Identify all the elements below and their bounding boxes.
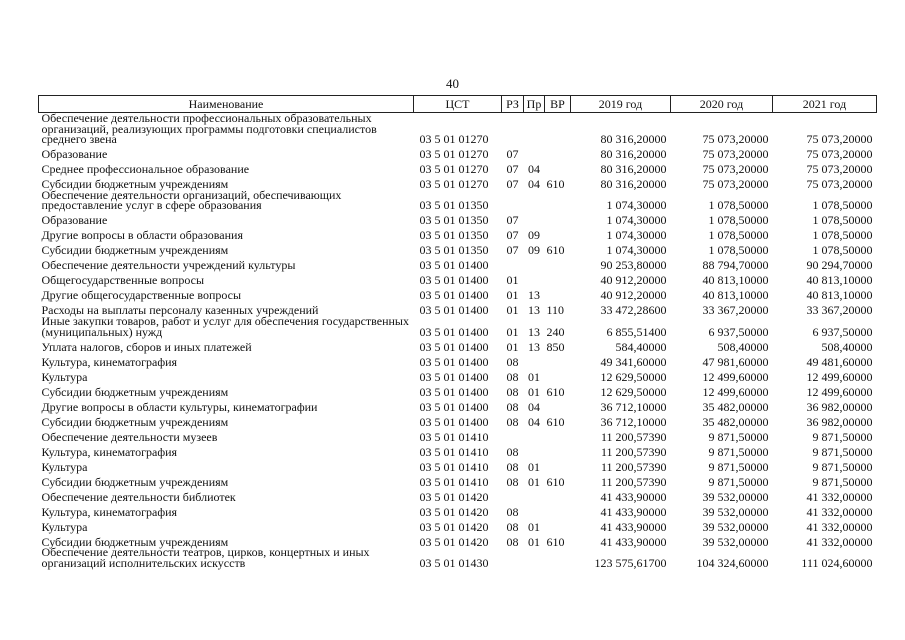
cell-pr — [524, 352, 545, 367]
cell-name: Обеспечение деятельности театров, цирков, концертных и иных организаций исполнительских искусств — [41, 545, 370, 570]
cell-2021: 41 332,00000 — [806, 534, 873, 549]
cell-pr: 04 — [528, 399, 540, 414]
cell-vr — [545, 487, 571, 502]
cell-rz: 08 — [506, 384, 519, 399]
cell-name: Культура — [41, 519, 88, 534]
cell-2021: 49 481,60000 — [806, 354, 873, 369]
cell-cst: 03 5 01 01350 — [419, 228, 489, 243]
cell-name: Обеспечение деятельности учреждений культуры — [41, 258, 296, 273]
cell-cst: 03 5 01 01400 — [419, 399, 489, 414]
cell-2019: 36 712,10000 — [600, 414, 667, 429]
cell-rz: 08 — [506, 474, 519, 489]
page-number: 40 — [446, 76, 459, 91]
table-row — [39, 502, 877, 517]
table-row — [39, 286, 877, 301]
cell-name: Культура — [41, 459, 88, 474]
cell-name: Культура, кинематография — [41, 444, 178, 459]
cell-2020: 47 981,60000 — [702, 354, 769, 369]
cell-2020: 39 532,00000 — [702, 489, 769, 504]
cell-2019: 11 200,57390 — [600, 429, 667, 444]
cell-2020: 75 073,20000 — [702, 132, 769, 147]
cell-cst: 03 5 01 01400 — [419, 369, 489, 384]
cell-2021: 9 871,50000 — [812, 474, 873, 489]
cell-rz: 08 — [506, 519, 519, 534]
cell-vr — [545, 367, 571, 382]
cell-rz — [502, 427, 524, 442]
cell-pr: 01 — [528, 459, 540, 474]
table-row — [39, 397, 877, 412]
cell-2021: 90 294,70000 — [806, 258, 873, 273]
cell-vr — [545, 256, 571, 271]
cell-2019: 1 074,30000 — [606, 198, 667, 213]
cell-2019: 12 629,50000 — [600, 384, 667, 399]
cell-pr: 04 — [528, 177, 540, 192]
cell-2020: 39 532,00000 — [702, 519, 769, 534]
cell-2020: 39 532,00000 — [702, 504, 769, 519]
cell-2020: 1 078,50000 — [708, 213, 769, 228]
cell-2019: 49 341,60000 — [600, 354, 667, 369]
cell-rz — [502, 190, 524, 211]
cell-cst: 03 5 01 01420 — [419, 519, 489, 534]
table-row — [39, 547, 877, 568]
cell-vr — [545, 457, 571, 472]
cell-2021: 75 073,20000 — [806, 177, 873, 192]
cell-2021: 111 024,60000 — [801, 555, 873, 570]
cell-2020: 40 813,10000 — [702, 288, 769, 303]
cell-2020: 104 324,60000 — [696, 555, 769, 570]
cell-2021: 9 871,50000 — [812, 459, 873, 474]
table-header-row — [39, 96, 877, 113]
cell-pr: 13 — [528, 303, 540, 318]
cell-rz: 08 — [506, 414, 519, 429]
cell-2021: 75 073,20000 — [806, 147, 873, 162]
cell-vr — [545, 160, 571, 175]
cell-2021: 9 871,50000 — [812, 429, 873, 444]
header-cst: ЦСТ — [414, 96, 502, 113]
table-row — [39, 352, 877, 367]
cell-2019: 40 912,20000 — [600, 273, 667, 288]
cell-2020: 33 367,20000 — [702, 303, 769, 318]
cell-vr — [545, 226, 571, 241]
cell-vr — [545, 286, 571, 301]
cell-name: Образование — [41, 147, 108, 162]
cell-rz: 01 — [506, 273, 519, 288]
cell-2019: 12 629,50000 — [600, 369, 667, 384]
table-row — [39, 190, 877, 211]
cell-2019: 11 200,57390 — [600, 474, 667, 489]
cell-name: Обеспечение деятельности музеев — [41, 429, 218, 444]
cell-cst: 03 5 01 01420 — [419, 489, 489, 504]
cell-vr — [545, 397, 571, 412]
cell-name: Субсидии бюджетным учреждениям — [41, 534, 229, 549]
cell-2020: 75 073,20000 — [702, 147, 769, 162]
cell-2021: 12 499,60000 — [806, 369, 873, 384]
header-2019: 2019 год — [571, 96, 671, 113]
cell-vr: 240 — [546, 324, 565, 339]
cell-vr — [545, 113, 571, 145]
cell-cst: 03 5 01 01350 — [419, 243, 489, 258]
cell-2019: 41 433,90000 — [600, 534, 667, 549]
cell-rz: 08 — [506, 504, 519, 519]
cell-2019: 11 200,57390 — [600, 459, 667, 474]
cell-pr: 09 — [528, 228, 540, 243]
cell-vr — [545, 442, 571, 457]
cell-rz: 01 — [506, 339, 519, 354]
cell-name: Обеспечение деятельности библиотек — [41, 489, 236, 504]
cell-rz: 08 — [506, 534, 519, 549]
table-row — [39, 160, 877, 175]
cell-rz — [502, 113, 524, 145]
header-name: Наименование — [39, 96, 414, 113]
cell-cst: 03 5 01 01410 — [419, 459, 489, 474]
header-2021: 2021 год — [773, 96, 877, 113]
header-rz: РЗ — [502, 96, 524, 113]
cell-2019: 1 074,30000 — [606, 213, 667, 228]
cell-pr — [524, 487, 545, 502]
cell-name: Обеспечение деятельности профессиональных образовательных организаций, реализующих программы подготовки специалистов среднего звена — [41, 111, 377, 147]
table-row — [39, 113, 877, 145]
cell-2020: 75 073,20000 — [702, 177, 769, 192]
table-body — [39, 113, 877, 569]
cell-rz: 08 — [506, 354, 519, 369]
cell-vr: 610 — [546, 414, 565, 429]
cell-2021: 1 078,50000 — [812, 228, 873, 243]
cell-2019: 1 074,30000 — [606, 228, 667, 243]
cell-rz: 07 — [506, 213, 519, 228]
cell-vr: 610 — [546, 384, 565, 399]
cell-rz: 07 — [506, 177, 519, 192]
cell-2021: 33 367,20000 — [806, 303, 873, 318]
cell-2020: 9 871,50000 — [708, 474, 769, 489]
cell-pr — [524, 271, 545, 286]
cell-vr: 610 — [546, 243, 565, 258]
table-row — [39, 241, 877, 256]
cell-pr: 04 — [528, 162, 540, 177]
cell-2021: 1 078,50000 — [812, 198, 873, 213]
cell-cst: 03 5 01 01400 — [419, 273, 489, 288]
cell-vr: 610 — [546, 474, 565, 489]
cell-cst: 03 5 01 01400 — [419, 414, 489, 429]
header-vr: ВР — [545, 96, 571, 113]
cell-2021: 36 982,00000 — [806, 414, 873, 429]
cell-cst: 03 5 01 01270 — [419, 162, 489, 177]
cell-2020: 9 871,50000 — [708, 429, 769, 444]
cell-rz: 07 — [506, 228, 519, 243]
cell-2021: 75 073,20000 — [806, 162, 873, 177]
cell-name: Субсидии бюджетным учреждениям — [41, 474, 229, 489]
cell-2020: 12 499,60000 — [702, 369, 769, 384]
cell-2019: 40 912,20000 — [600, 288, 667, 303]
cell-2019: 36 712,10000 — [600, 399, 667, 414]
cell-vr: 850 — [546, 339, 565, 354]
budget-table — [38, 95, 877, 568]
cell-2020: 1 078,50000 — [708, 198, 769, 213]
cell-2021: 1 078,50000 — [812, 243, 873, 258]
cell-name: Общегосударственные вопросы — [41, 273, 205, 288]
cell-cst: 03 5 01 01270 — [419, 147, 489, 162]
cell-2019: 41 433,90000 — [600, 504, 667, 519]
cell-pr: 01 — [528, 474, 540, 489]
cell-name: Другие вопросы в области культуры, кинематографии — [41, 399, 318, 414]
cell-2020: 75 073,20000 — [702, 162, 769, 177]
cell-pr: 13 — [528, 339, 540, 354]
table-row — [39, 211, 877, 226]
cell-cst: 03 5 01 01400 — [419, 288, 489, 303]
cell-2019: 6 855,51400 — [606, 324, 667, 339]
cell-rz: 07 — [506, 147, 519, 162]
table-row — [39, 337, 877, 352]
cell-rz: 07 — [506, 162, 519, 177]
cell-pr — [524, 427, 545, 442]
table-row — [39, 316, 877, 337]
cell-cst: 03 5 01 01400 — [419, 354, 489, 369]
cell-rz — [502, 547, 524, 568]
cell-name: Иные закупки товаров, работ и услуг для обеспечения государственных (муниципальных) нужд — [41, 313, 409, 339]
cell-vr — [545, 271, 571, 286]
header-2020: 2020 год — [671, 96, 773, 113]
cell-name: Культура, кинематография — [41, 354, 178, 369]
cell-name: Образование — [41, 213, 108, 228]
cell-pr: 13 — [528, 288, 540, 303]
cell-name: Субсидии бюджетным учреждениям — [41, 414, 229, 429]
table-row — [39, 367, 877, 382]
cell-vr — [545, 517, 571, 532]
header-pr: Пр — [524, 96, 545, 113]
table-row — [39, 271, 877, 286]
cell-rz: 08 — [506, 444, 519, 459]
cell-cst: 03 5 01 01430 — [419, 555, 489, 570]
cell-pr: 01 — [528, 534, 540, 549]
cell-vr — [545, 547, 571, 568]
cell-2019: 80 316,20000 — [600, 132, 667, 147]
cell-2019: 584,40000 — [615, 339, 667, 354]
cell-cst: 03 5 01 01400 — [419, 303, 489, 318]
cell-2019: 11 200,57390 — [600, 444, 667, 459]
cell-2020: 12 499,60000 — [702, 384, 769, 399]
cell-cst: 03 5 01 01270 — [419, 177, 489, 192]
cell-rz: 08 — [506, 459, 519, 474]
cell-pr: 13 — [528, 324, 540, 339]
cell-2020: 39 532,00000 — [702, 534, 769, 549]
cell-name: Культура — [41, 369, 88, 384]
cell-cst: 03 5 01 01270 — [419, 132, 489, 147]
cell-name: Субсидии бюджетным учреждениям — [41, 243, 229, 258]
cell-vr — [545, 427, 571, 442]
table-row — [39, 487, 877, 502]
table-row — [39, 442, 877, 457]
cell-2020: 88 794,70000 — [702, 258, 769, 273]
cell-rz: 01 — [506, 324, 519, 339]
cell-cst: 03 5 01 01410 — [419, 474, 489, 489]
cell-name: Субсидии бюджетным учреждениям — [41, 384, 229, 399]
table-row — [39, 226, 877, 241]
cell-2021: 40 813,10000 — [806, 273, 873, 288]
cell-2019: 1 074,30000 — [606, 243, 667, 258]
cell-cst: 03 5 01 01350 — [419, 198, 489, 213]
table-row — [39, 145, 877, 160]
cell-2020: 35 482,00000 — [702, 399, 769, 414]
cell-pr — [524, 211, 545, 226]
cell-name: Обеспечение деятельности организаций, обеспечивающих предоставление услуг в сфере образования — [41, 187, 342, 213]
cell-pr — [524, 190, 545, 211]
cell-vr — [545, 145, 571, 160]
cell-2021: 41 332,00000 — [806, 489, 873, 504]
table-row — [39, 457, 877, 472]
cell-pr — [524, 547, 545, 568]
cell-vr — [545, 211, 571, 226]
cell-pr: 01 — [528, 384, 540, 399]
cell-cst: 03 5 01 01410 — [419, 429, 489, 444]
table-row — [39, 412, 877, 427]
cell-name: Субсидии бюджетным учреждениям — [41, 177, 229, 192]
cell-name: Среднее профессиональное образование — [41, 162, 250, 177]
cell-2019: 90 253,80000 — [600, 258, 667, 273]
table-row — [39, 382, 877, 397]
cell-rz — [502, 256, 524, 271]
cell-cst: 03 5 01 01420 — [419, 534, 489, 549]
cell-rz: 07 — [506, 243, 519, 258]
cell-2021: 41 332,00000 — [806, 519, 873, 534]
cell-2021: 12 499,60000 — [806, 384, 873, 399]
cell-2019: 41 433,90000 — [600, 489, 667, 504]
cell-2020: 508,40000 — [717, 339, 769, 354]
cell-cst: 03 5 01 01410 — [419, 444, 489, 459]
cell-2019: 123 575,61700 — [594, 555, 667, 570]
cell-pr — [524, 442, 545, 457]
cell-2021: 36 982,00000 — [806, 399, 873, 414]
cell-2021: 40 813,10000 — [806, 288, 873, 303]
cell-name: Расходы на выплаты персоналу казенных учреждений — [41, 303, 319, 318]
cell-rz: 08 — [506, 399, 519, 414]
table-row — [39, 517, 877, 532]
cell-cst: 03 5 01 01400 — [419, 258, 489, 273]
table-row — [39, 256, 877, 271]
cell-pr — [524, 145, 545, 160]
cell-cst: 03 5 01 01420 — [419, 504, 489, 519]
cell-pr — [524, 256, 545, 271]
cell-cst: 03 5 01 01400 — [419, 324, 489, 339]
cell-2021: 508,40000 — [821, 339, 873, 354]
cell-pr: 04 — [528, 414, 540, 429]
cell-2020: 40 813,10000 — [702, 273, 769, 288]
cell-2020: 1 078,50000 — [708, 228, 769, 243]
cell-2021: 1 078,50000 — [812, 213, 873, 228]
table-row — [39, 427, 877, 442]
cell-name: Другие вопросы в области образования — [41, 228, 243, 243]
cell-2019: 41 433,90000 — [600, 519, 667, 534]
cell-cst: 03 5 01 01400 — [419, 339, 489, 354]
cell-2020: 6 937,50000 — [708, 324, 769, 339]
cell-rz: 01 — [506, 303, 519, 318]
cell-cst: 03 5 01 01400 — [419, 384, 489, 399]
cell-name: Другие общегосударственные вопросы — [41, 288, 242, 303]
cell-vr — [545, 190, 571, 211]
cell-vr: 110 — [546, 303, 565, 318]
cell-rz: 01 — [506, 288, 519, 303]
cell-pr — [524, 113, 545, 145]
cell-pr: 09 — [528, 243, 540, 258]
cell-name: Культура, кинематография — [41, 504, 178, 519]
cell-2020: 9 871,50000 — [708, 444, 769, 459]
cell-vr — [545, 352, 571, 367]
cell-pr: 01 — [528, 519, 540, 534]
cell-vr: 610 — [546, 534, 565, 549]
cell-2020: 35 482,00000 — [702, 414, 769, 429]
cell-rz: 08 — [506, 369, 519, 384]
cell-cst: 03 5 01 01350 — [419, 213, 489, 228]
cell-vr — [545, 502, 571, 517]
cell-2019: 80 316,20000 — [600, 162, 667, 177]
cell-2020: 1 078,50000 — [708, 243, 769, 258]
cell-2019: 80 316,20000 — [600, 177, 667, 192]
cell-rz — [502, 487, 524, 502]
cell-2019: 33 472,28600 — [600, 303, 667, 318]
cell-pr — [524, 502, 545, 517]
cell-vr: 610 — [546, 177, 565, 192]
table-row — [39, 472, 877, 487]
cell-2020: 9 871,50000 — [708, 459, 769, 474]
cell-2021: 9 871,50000 — [812, 444, 873, 459]
cell-2021: 75 073,20000 — [806, 132, 873, 147]
cell-2021: 6 937,50000 — [812, 324, 873, 339]
cell-2019: 80 316,20000 — [600, 147, 667, 162]
cell-2021: 41 332,00000 — [806, 504, 873, 519]
cell-name: Уплата налогов, сборов и иных платежей — [41, 339, 252, 354]
cell-pr: 01 — [528, 369, 540, 384]
